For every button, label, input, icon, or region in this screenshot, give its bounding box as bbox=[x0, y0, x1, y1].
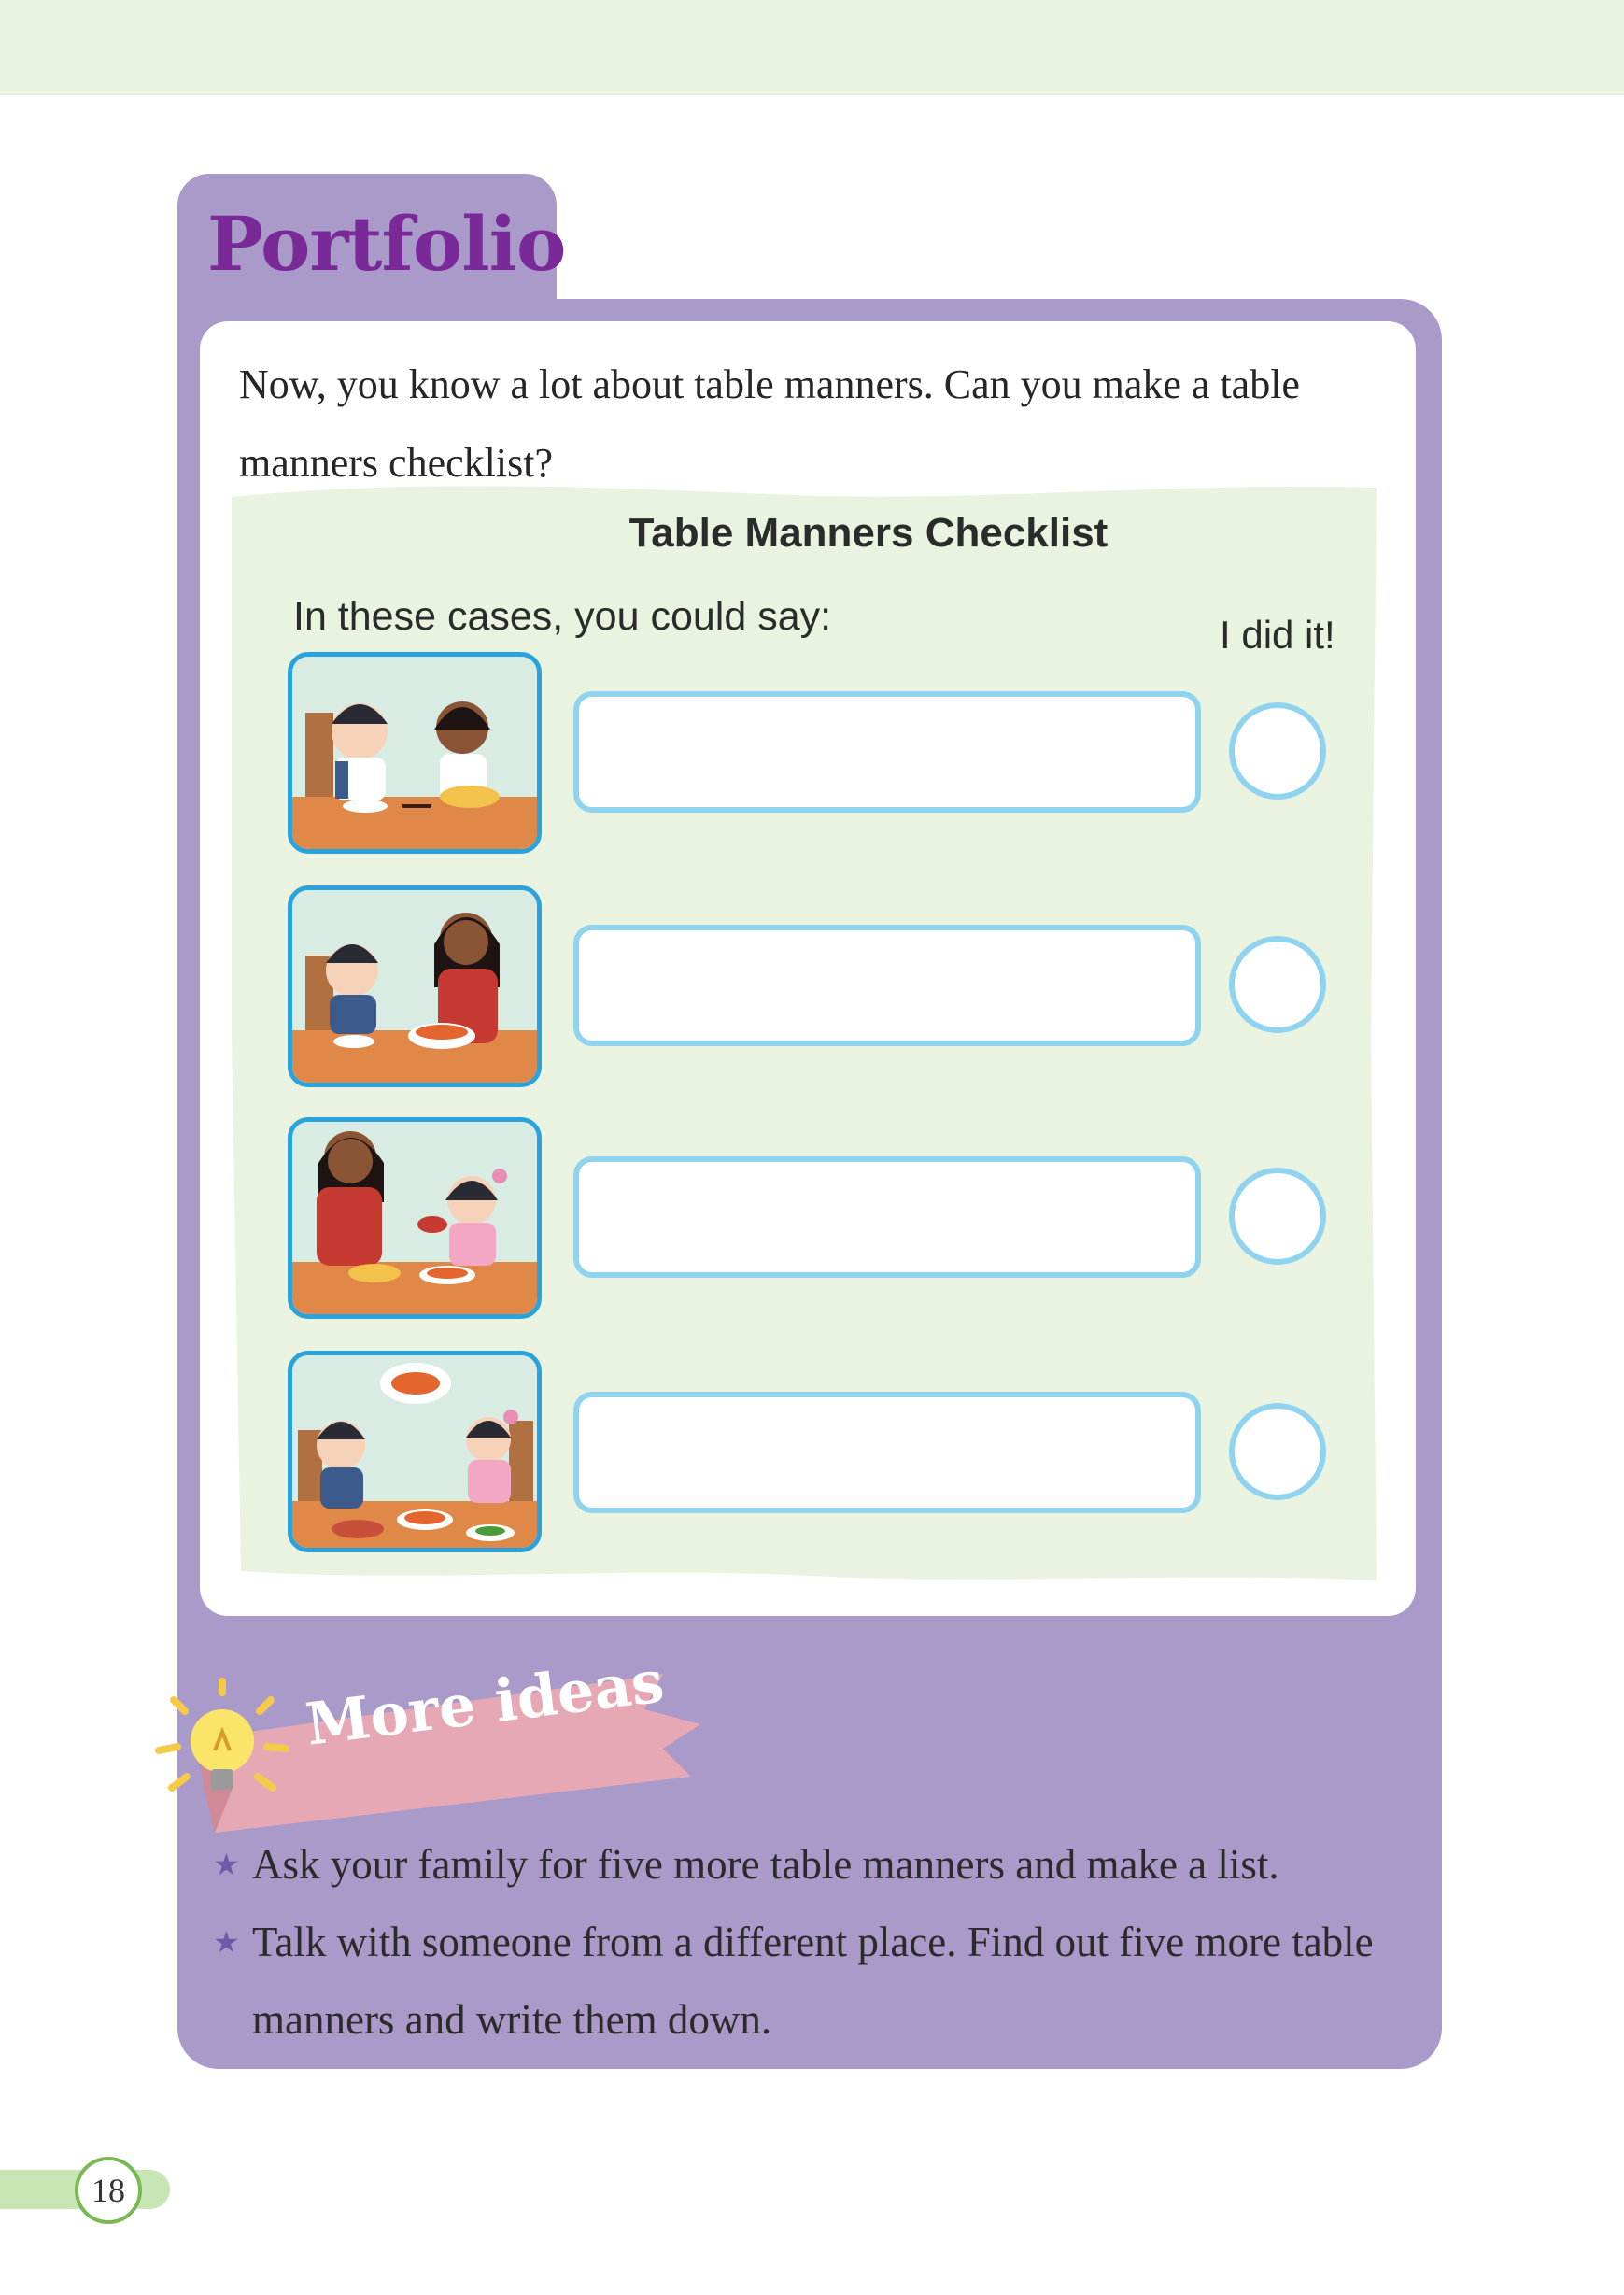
more-ideas-title: More ideas bbox=[302, 1647, 668, 1759]
star-icon: ★ bbox=[213, 1925, 240, 1959]
idea-item bbox=[213, 1826, 1427, 1904]
page-title: Portfolio bbox=[207, 200, 566, 288]
cases-label: In these cases, you could say: bbox=[293, 594, 832, 639]
did-it-checkbox-2[interactable] bbox=[1229, 936, 1326, 1033]
star-icon: ★ bbox=[213, 1848, 240, 1881]
header-band bbox=[0, 0, 1624, 95]
checklist-title: Table Manners Checklist bbox=[628, 510, 1109, 556]
did-it-label: I did it! bbox=[1220, 613, 1335, 657]
idea-text: Ask your family for five more table manners and make a list. bbox=[252, 1841, 1279, 1888]
intro-text: Now, you know a lot about table manners. Can you make a table manners checklist? bbox=[239, 361, 1300, 486]
idea-text: Talk with someone from a different place. Find out five more table manners and write them down. bbox=[252, 1919, 1374, 2043]
did-it-checkbox-1[interactable] bbox=[1229, 702, 1326, 800]
idea-item bbox=[213, 1904, 1427, 2059]
answer-box-4[interactable] bbox=[573, 1392, 1201, 1513]
scene-image-3 bbox=[288, 1117, 542, 1319]
did-it-checkbox-4[interactable] bbox=[1229, 1403, 1326, 1500]
more-ideas-list bbox=[213, 1826, 1427, 2059]
did-it-checkbox-3[interactable] bbox=[1229, 1168, 1326, 1265]
scene-image-4 bbox=[288, 1351, 542, 1552]
answer-box-2[interactable] bbox=[573, 925, 1201, 1046]
page-number: 18 bbox=[75, 2157, 142, 2224]
scene-image-1 bbox=[288, 652, 542, 854]
answer-box-3[interactable] bbox=[573, 1156, 1201, 1278]
scene-image-2 bbox=[288, 885, 542, 1087]
answer-box-1[interactable] bbox=[573, 691, 1201, 813]
